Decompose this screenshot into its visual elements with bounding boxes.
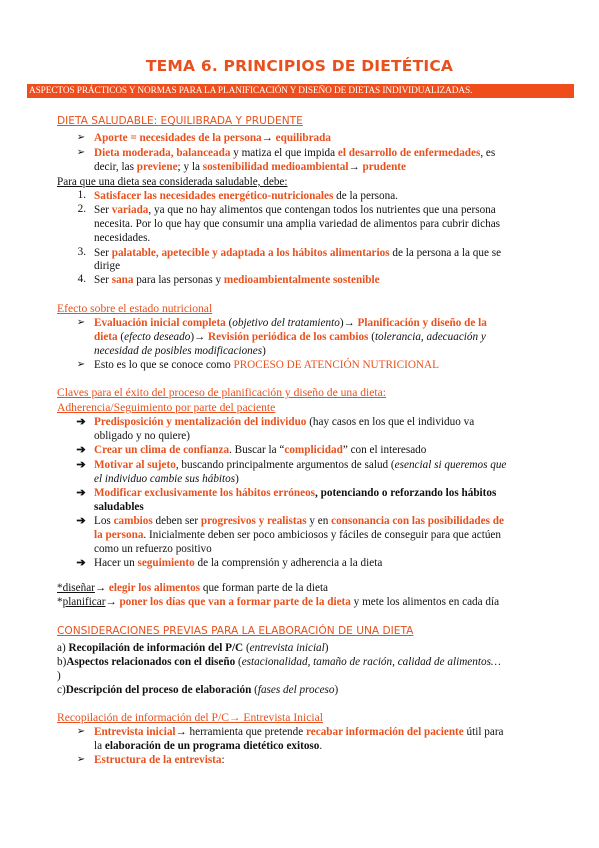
consideracion-b-cont: )	[57, 670, 61, 682]
consideracion-b: b)Aspectos relacionados con el diseño (estacionalidad, tamaño de ración, calidad de alimentos…	[57, 656, 501, 668]
bullet-cambios: Los cambios deben ser progresivos y realistas y en consonancia con las posibilidades de	[94, 515, 504, 527]
note-planificar: *planificar→ poner los días que van a formar parte de la dieta y mete los alimentos en cada día	[57, 596, 500, 608]
bullet-estructura: Estructura de la entrevista:	[94, 754, 225, 766]
section-heading-adherencia: Adherencia/Seguimiento por parte del paciente	[57, 401, 276, 414]
list-number: 1.	[77, 189, 86, 201]
list-item-2: Ser variada, ya que no hay alimentos que contengan todos los nutrientes que una persona	[94, 204, 496, 216]
subtitle-banner: ASPECTOS PRÁCTICOS Y NORMAS PARA LA PLANIFICACIÓN Y DISEÑO DE DIETAS INDIVIDUALIZADAS.	[27, 84, 574, 98]
bullet-seguimiento: Hacer un seguimiento de la comprensión y adherencia a la dieta	[94, 557, 383, 569]
consideracion-c: c)Descripción del proceso de elaboración (fases del proceso)	[57, 684, 339, 696]
bullet-dieta-moderada-cont: decir, las previene; y la sostenibilidad medioambiental→ prudente	[94, 161, 406, 173]
section-heading-claves: Claves para el éxito del proceso de planificación y diseño de una dieta:	[57, 386, 387, 399]
page-title: TEMA 6. PRINCIPIOS DE DIETÉTICA	[145, 57, 454, 75]
bullet-cambios-cont2: como un refuerzo positivo	[94, 543, 212, 555]
bullet-arrow-icon: ➢	[76, 132, 86, 143]
bullet-dieta-moderada: Dieta moderada, balanceada y matiza el que impida el desarrollo de enfermedades, es	[94, 147, 496, 159]
list-item-2-cont: necesita. Por lo que hay que consumir una amplia variedad de alimentos para cubrir dichas	[94, 218, 501, 230]
section-heading-consideraciones: CONSIDERACIONES PREVIAS PARA LA ELABORACIÓN DE UNA DIETA	[57, 625, 414, 637]
bullet-confianza: Crear un clima de confianza. Buscar la “complicidad” con el interesado	[94, 444, 427, 456]
list-number: 3.	[77, 246, 86, 258]
list-item-4: Ser sana para las personas y medioambientalmente sostenible	[94, 274, 380, 286]
bullet-proceso: Esto es lo que se conoce como PROCESO DE ATENCIÓN NUTRICIONAL	[94, 359, 439, 371]
list-item-3-cont: dirige	[94, 260, 121, 272]
intro-text: Para que una dieta sea considerada saludable, debe:	[57, 176, 288, 188]
bullet-arrow-icon: ➢	[76, 359, 86, 370]
section-heading-recopilacion: Recopilación de información del P/C→ Entrevista Inicial	[57, 711, 323, 724]
bullet-entrevista-cont: la elaboración de un programa dietético exitoso.	[94, 740, 323, 752]
bullet-evaluacion-cont: dieta (efecto deseado)→ Revisión periódica de los cambios (tolerancia, adecuación y	[94, 331, 486, 343]
right-arrow-icon: ➔	[76, 416, 86, 428]
section-heading-efecto: Efecto sobre el estado nutricional	[57, 302, 213, 315]
consideracion-a: a) Recopilación de información del P/C (entrevista inicial)	[57, 642, 329, 654]
bullet-entrevista: Entrevista inicial→ herramienta que pretende recabar información del paciente útil para	[94, 726, 504, 738]
right-arrow-icon: ➔	[76, 557, 86, 569]
right-arrow-icon: ➔	[76, 515, 86, 527]
list-item-2-cont2: necesidades.	[94, 232, 151, 244]
list-item-3: Ser palatable, apetecible y adaptada a los hábitos alimentarios de la persona a la que se	[94, 247, 502, 259]
bullet-modificar: Modificar exclusivamente los hábitos erróneos, potenciando o reforzando los hábitos	[94, 487, 497, 499]
list-number: 2.	[77, 203, 86, 215]
bullet-predisposicion-cont: obligado y no quiere)	[94, 430, 191, 442]
section-heading-dieta-saludable: DIETA SALUDABLE: EQUILIBRADA Y PRUDENTE	[57, 115, 303, 127]
bullet-arrow-icon: ➢	[76, 726, 86, 737]
bullet-motivar-cont: el individuo cambie sus hábitos)	[94, 473, 239, 485]
bullet-cambios-cont: la persona. Inicialmente deben ser poco ambiciosos y fáciles de conseguir para que actúen	[94, 529, 501, 541]
bullet-arrow-icon: ➢	[76, 147, 86, 158]
note-disenar: *diseñar→ elegir los alimentos que forman parte de la dieta	[57, 582, 329, 594]
list-number: 4.	[77, 273, 86, 285]
bullet-evaluacion-cont2: necesidad de posibles modificaciones)	[94, 345, 266, 357]
bullet-modificar-cont: saludables	[94, 501, 144, 513]
bullet-evaluacion: Evaluación inicial completa (objetivo del tratamiento)→ Planificación y diseño de la	[94, 317, 487, 329]
bullet-arrow-icon: ➢	[76, 754, 86, 765]
bullet-motivar: Motivar al sujeto, buscando principalmente argumentos de salud (esencial si queremos que	[94, 459, 507, 471]
bullet-predisposicion: Predisposición y mentalización del individuo (hay casos en los que el individuo va	[94, 416, 475, 428]
right-arrow-icon: ➔	[76, 444, 86, 456]
bullet-arrow-icon: ➢	[76, 317, 86, 328]
right-arrow-icon: ➔	[76, 487, 86, 499]
right-arrow-icon: ➔	[76, 459, 86, 471]
bullet-aporte: Aporte = necesidades de la persona→ equilibrada	[94, 132, 331, 144]
list-item-1: Satisfacer las necesidades energético-nutricionales de la persona.	[94, 190, 398, 202]
